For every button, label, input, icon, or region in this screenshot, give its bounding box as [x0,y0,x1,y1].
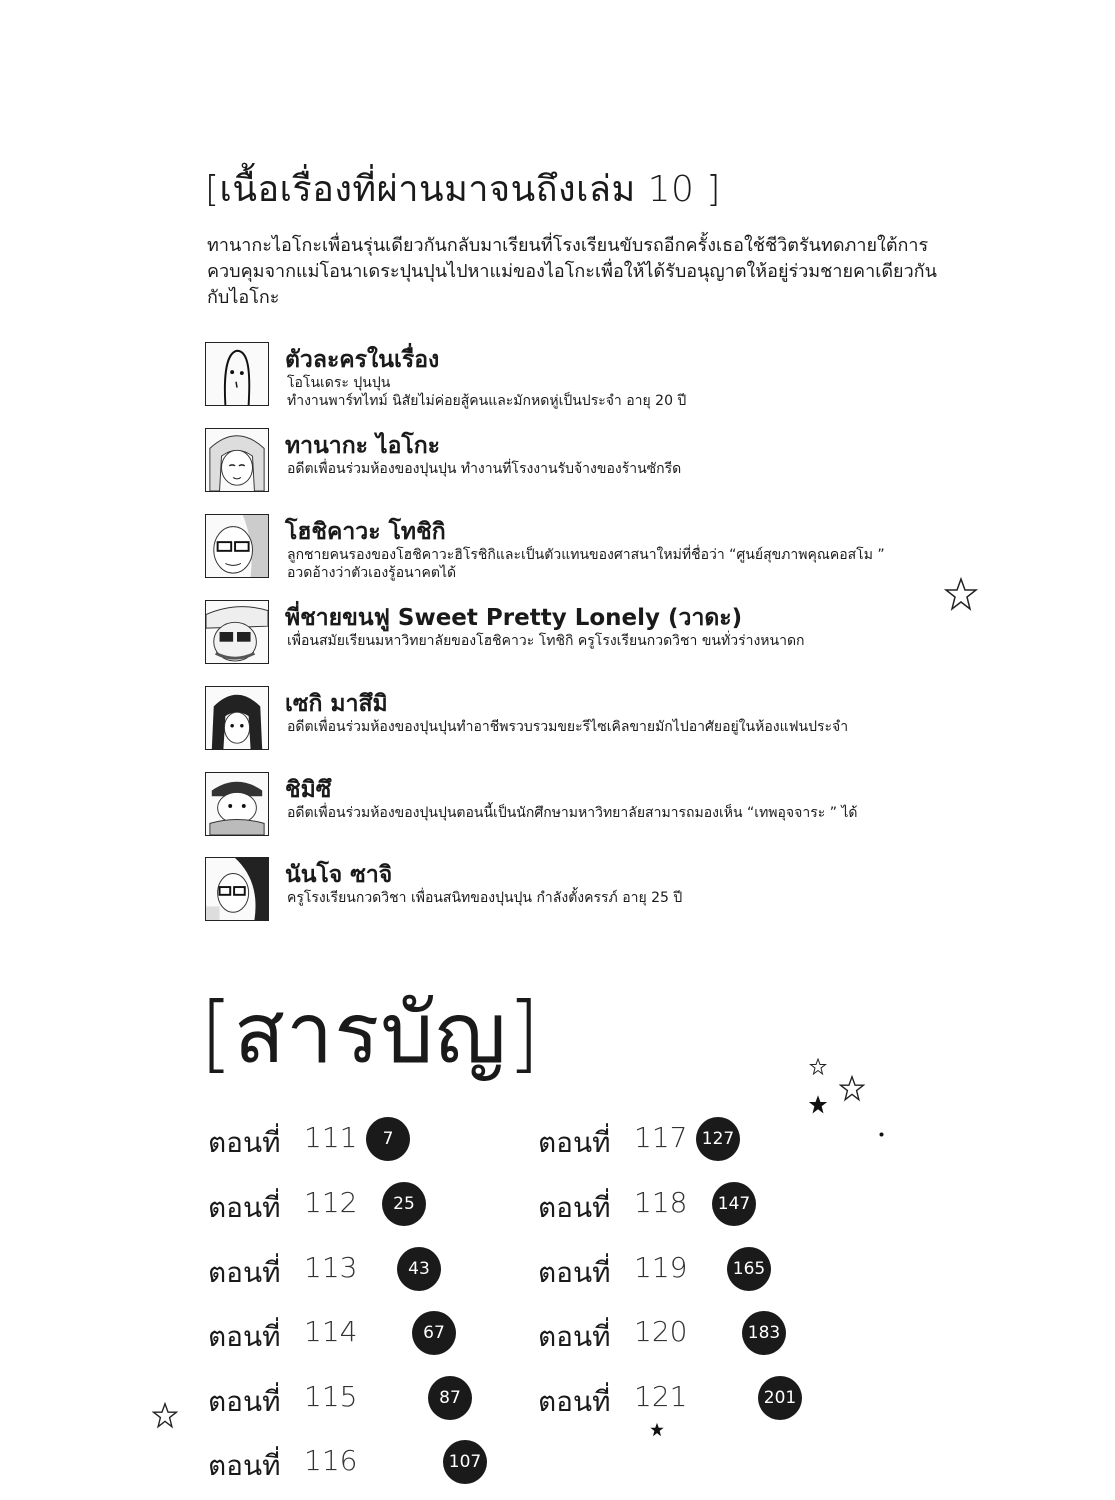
character-entry [205,600,965,666]
description-line: อวดอ้างว่าตัวเองรู้อนาคตได้ [287,565,457,581]
toc-label: ตอนที่ [208,1191,281,1224]
character-description [287,460,681,478]
toc-entry[interactable] [538,1117,858,1163]
toc-label: ตอนที่ [208,1449,281,1482]
toc-title: [สารบัญ] [200,984,541,1082]
star-outline-icon [944,577,978,613]
toc-entry[interactable] [208,1311,528,1357]
toc-entry[interactable] [208,1117,528,1163]
toc-page-badge: 183 [742,1311,786,1355]
description-line: ลูกชายคนรองของโฮชิคาวะฮิโรชิกิและเป็นตัวแทนของศาสนาใหม่ที่ชื่อว่า “ศูนย์สุขภาพคุณคอสโม ” [287,547,885,563]
character-entry [205,514,965,580]
toc-page-badge: 147 [712,1182,756,1226]
toc-chapter-number: 116 [304,1444,358,1477]
character-name: ตัวละครในเรื่อง [285,347,440,373]
toc-page-badge: 201 [758,1376,802,1420]
toc-entry[interactable] [538,1247,858,1293]
toc-chapter-number: 111 [304,1121,358,1154]
character-name: โฮชิคาวะ โทชิกิ [285,519,446,545]
toc-entry[interactable] [208,1440,528,1486]
toc-page-badge: 107 [443,1440,487,1484]
toc-chapter-number: 117 [634,1121,688,1154]
summary-line: ควบคุมจากแม่โอนาเดระปุนปุนไปหาแม่ของไอโกะเพื่อให้ได้รับอนุญาตให้อยู่ร่วมชายคาเดียวกัน [207,261,937,282]
story-title: [เนื้อเรื่องที่ผ่านมาจนถึงเล่ม 10 ] [205,169,721,210]
character-portrait [205,514,269,578]
toc-chapter-number: 119 [634,1251,688,1284]
character-entry [205,428,965,494]
character-name: เซกิ มาสึมิ [285,691,388,717]
character-portrait [205,772,269,836]
summary-line: กับไอโกะ [207,287,280,308]
toc-entry[interactable] [208,1182,528,1228]
character-description [287,804,858,822]
description-line: ครูโรงเรียนกวดวิชา เพื่อนสนิทของปุนปุน กำลังตั้งครรภ์ อายุ 25 ปี [287,890,683,906]
character-portrait [205,600,269,664]
character-name: นันโจ ซาจิ [285,862,393,888]
character-entry [205,342,965,408]
description-line: ทำงานพาร์ทไทม์ นิสัยไม่ค่อยสู้คนและมักหดหู่เป็นประจำ อายุ 20 ปี [287,393,687,409]
dot-icon [879,1132,884,1137]
toc-label: ตอนที่ [208,1385,281,1418]
toc-label: ตอนที่ [538,1320,611,1353]
star-outline-icon [152,1402,178,1430]
description-line: อดีตเพื่อนร่วมห้องของปุนปุนทำอาชีพรวบรวมขยะรีไซเคิลขายมักไปอาศัยอยู่ในห้องแฟนประจำ [287,719,849,735]
character-portrait [205,428,269,492]
character-entry [205,857,965,923]
toc-label: ตอนที่ [208,1256,281,1289]
toc-page-badge: 67 [412,1311,456,1355]
character-entry [205,772,965,838]
toc-label: ตอนที่ [208,1126,281,1159]
character-portrait [205,342,269,406]
character-description [287,718,848,736]
toc-chapter-number: 112 [304,1186,358,1219]
toc-page-badge: 7 [366,1117,410,1161]
toc-chapter-number: 113 [304,1251,358,1284]
toc-label: ตอนที่ [538,1256,611,1289]
toc-page-badge: 127 [696,1117,740,1161]
character-name: ชิมิซึ [285,777,332,803]
toc-label: ตอนที่ [538,1191,611,1224]
character-name: ทานากะ ไอโกะ [285,433,441,459]
description-line: โอโนเดระ ปุนปุน [287,375,391,391]
character-portrait [205,857,269,921]
toc-chapter-number: 121 [634,1380,688,1413]
toc-entry[interactable] [538,1311,858,1357]
toc-entry[interactable] [538,1182,858,1228]
toc-entry[interactable] [208,1376,528,1422]
story-summary [207,233,977,311]
character-entry [205,686,965,752]
description-line: อดีตเพื่อนร่วมห้องของปุนปุนตอนนี้เป็นนักศึกษามหาวิทยาลัยสามารถมองเห็น “เทพอุจจาระ ” ได้ [287,805,858,821]
toc-page-badge: 165 [727,1247,771,1291]
toc-entry[interactable] [538,1376,858,1422]
toc-page-badge: 43 [397,1247,441,1291]
character-description [287,374,686,410]
character-description [287,632,805,650]
description-line: อดีตเพื่อนร่วมห้องของปุนปุน ทำงานที่โรงงานรับจ้างของร้านซักรีด [287,461,682,477]
summary-line: ทานากะไอโกะเพื่อนรุ่นเดียวกันกลับมาเรียนที่โรงเรียนขับรถอีกครั้งเธอใช้ชีวิตรันทดภายใต้การ [207,235,929,256]
character-description [287,889,682,907]
toc-label: ตอนที่ [538,1126,611,1159]
toc-entry[interactable] [208,1247,528,1293]
toc-page-badge: 87 [428,1376,472,1420]
character-description [287,546,885,582]
toc-label: ตอนที่ [538,1385,611,1418]
toc-page-badge: 25 [382,1182,426,1226]
toc-label: ตอนที่ [208,1320,281,1353]
toc-chapter-number: 115 [304,1380,358,1413]
character-name: พี่ชายขนฟู Sweet Pretty Lonely (วาดะ) [285,605,743,631]
star-outline-icon [839,1075,865,1103]
toc-chapter-number: 114 [304,1315,358,1348]
toc-chapter-number: 118 [634,1186,688,1219]
toc-chapter-number: 120 [634,1315,688,1348]
description-line: เพื่อนสมัยเรียนมหาวิทยาลัยของโฮชิคาวะ โทชิกิ ครูโรงเรียนกวดวิชา ขนทั่วร่างหนาดก [287,633,805,649]
star-filled-icon [807,1094,829,1116]
star-filled-icon [649,1422,665,1438]
star-outline-icon [809,1058,827,1076]
character-portrait [205,686,269,750]
